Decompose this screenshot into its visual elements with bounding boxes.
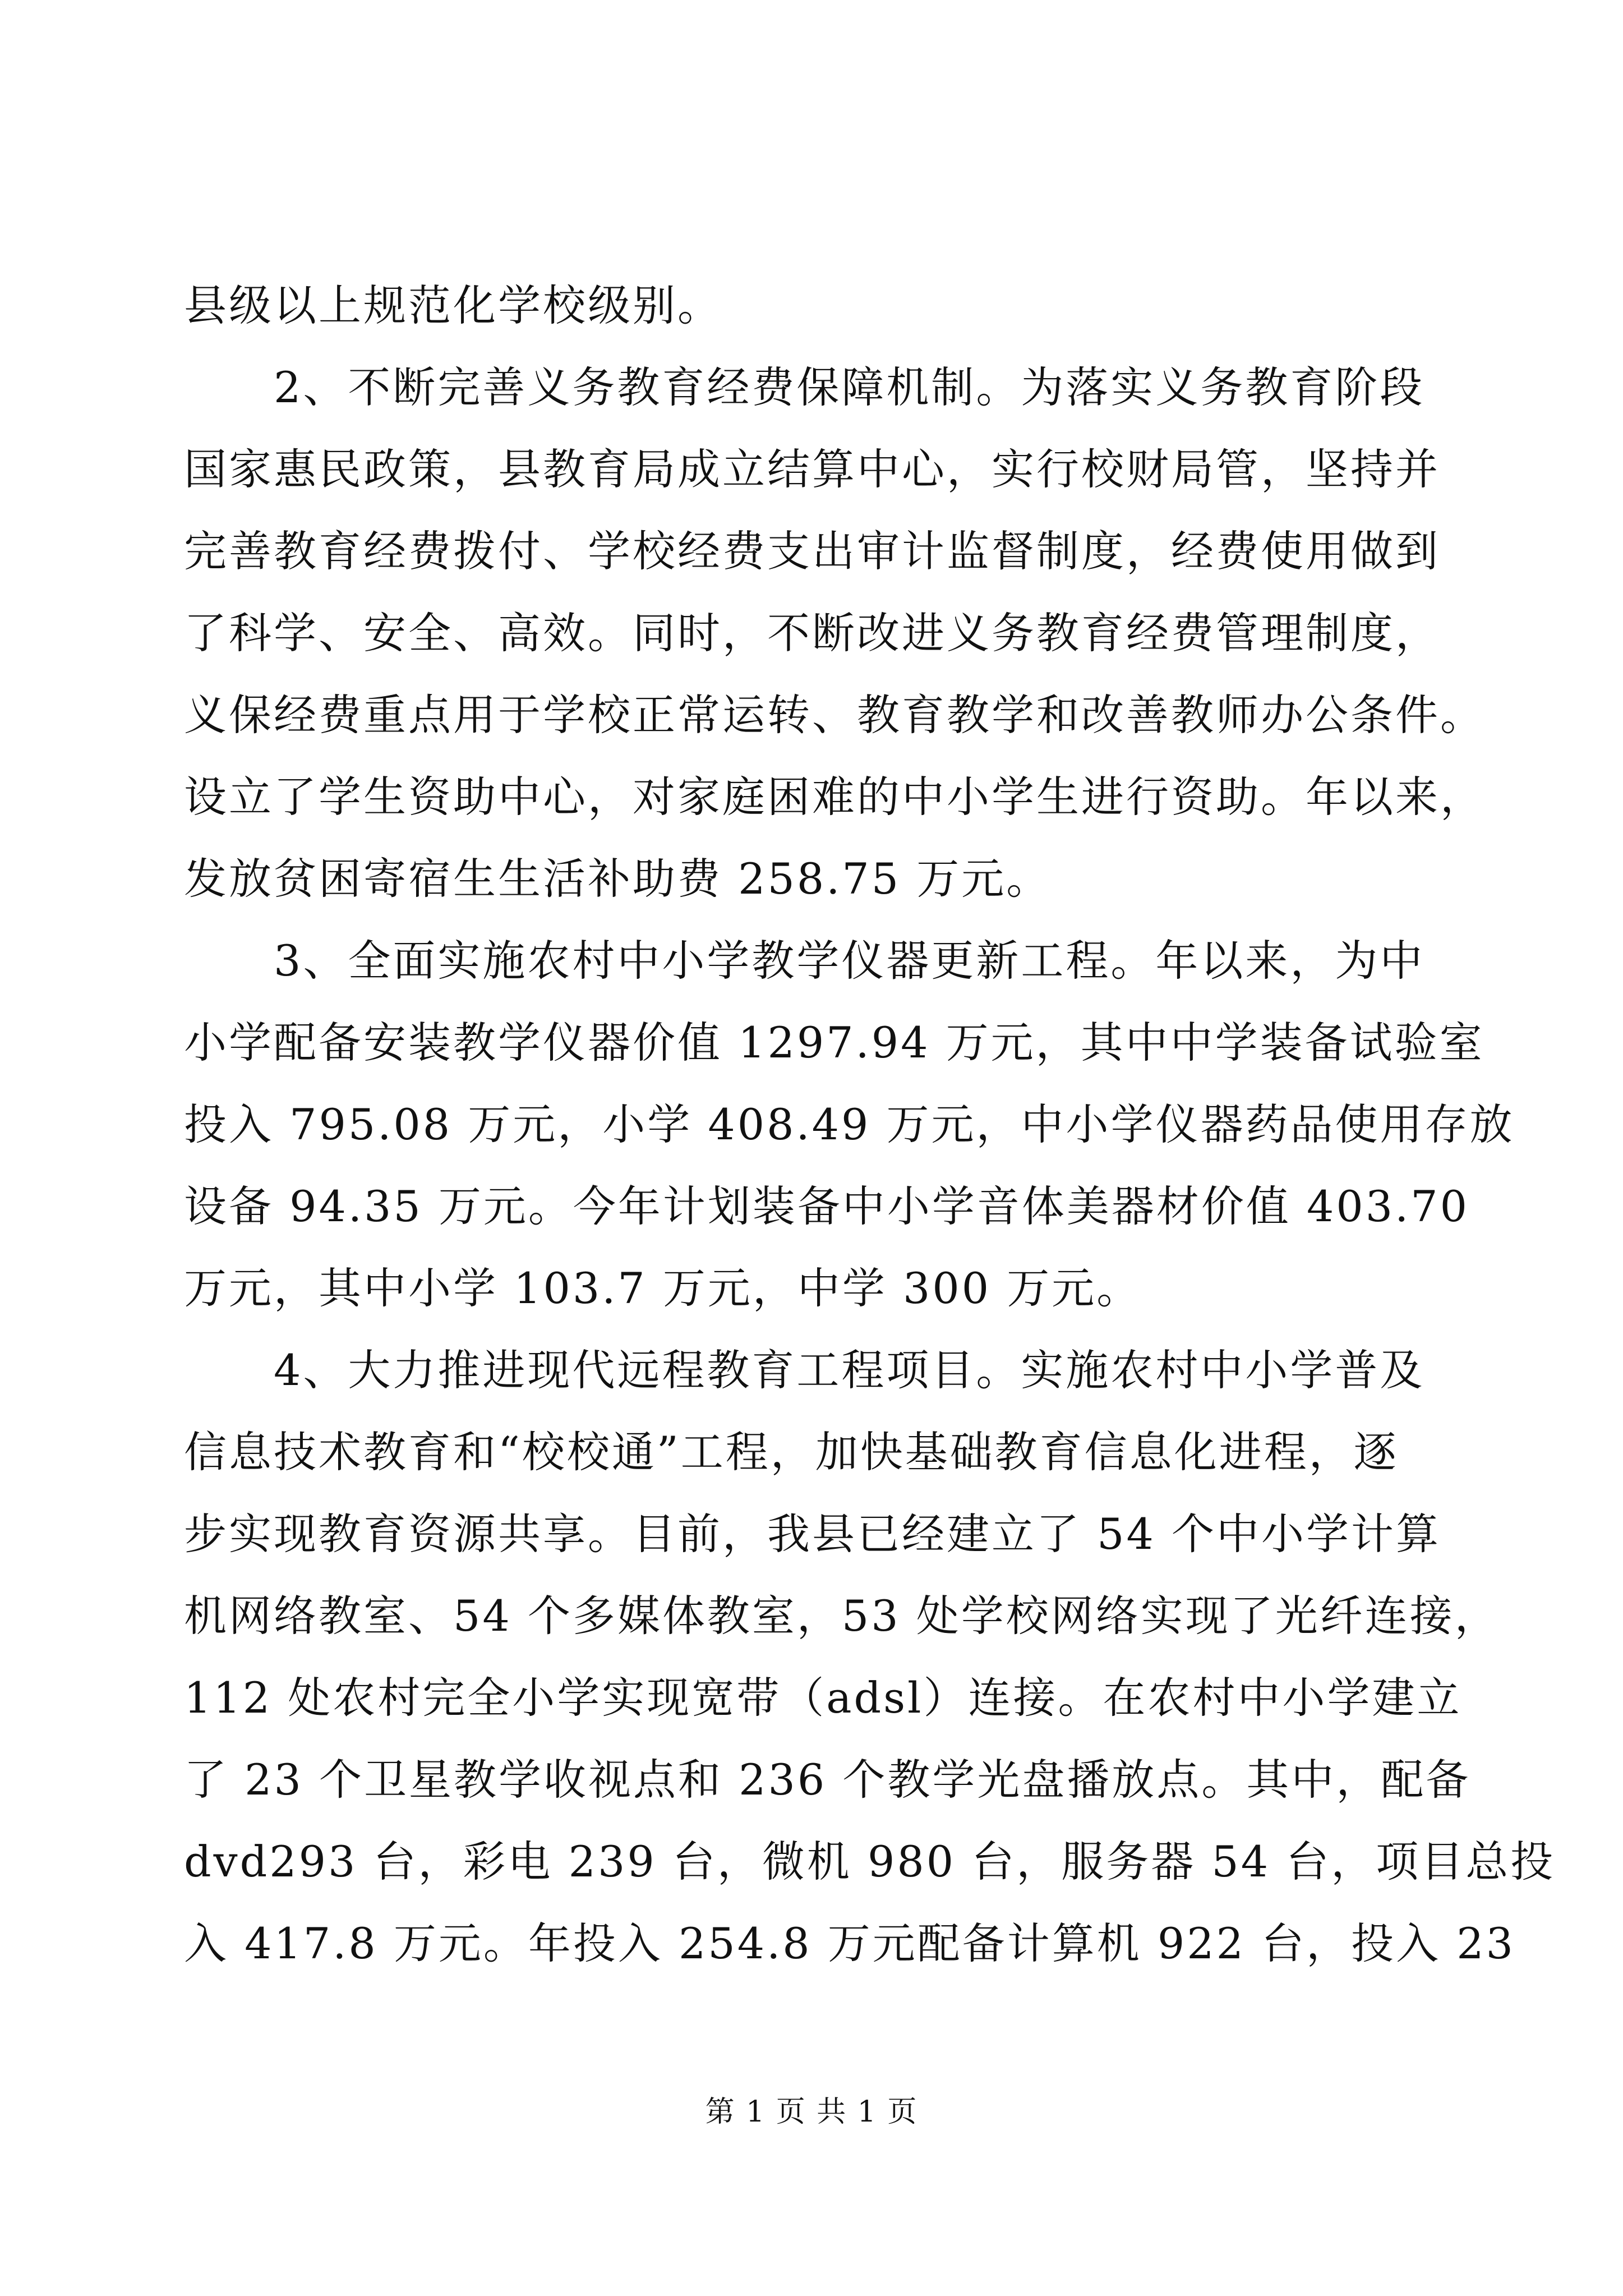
document-body — [184, 265, 1556, 1985]
text-line: 完善教育经费拨付、学校经费支出审计监督制度，经费使用做到 — [184, 526, 1440, 576]
text-line: 入 417.8 万元。年投入 254.8 万元配备计算机 922 台，投入 23 — [184, 1918, 1516, 1968]
text-line: 了科学、安全、高效。同时，不断改进义务教育经费管理制度， — [184, 608, 1440, 658]
text-line: 国家惠民政策，县教育局成立结算中心，实行校财局管，坚持并 — [184, 444, 1440, 494]
text-line: 发放贫困寄宿生生活补助费 258.75 万元。 — [184, 854, 1052, 904]
text-line: 步实现教育资源共享。目前，我县已经建立了 54 个中小学计算 — [184, 1509, 1441, 1559]
text-line: 县级以上规范化学校级别。 — [184, 280, 722, 330]
text-line: 了 23 个卫星教学收视点和 236 个教学光盘播放点。其中，配备 — [184, 1755, 1471, 1805]
text-line: 投入 795.08 万元，小学 408.49 万元，中小学仪器药品使用存放 — [184, 1099, 1515, 1149]
text-line: 设备 94.35 万元。今年计划装备中小学音体美器材价值 403.70 — [184, 1181, 1469, 1231]
paragraph-4-start: 4、大力推进现代远程教育工程项目。实施农村中小学普及 — [274, 1345, 1425, 1395]
text-line: 万元，其中小学 103.7 万元，中学 300 万元。 — [184, 1263, 1142, 1313]
text-line: 信息技术教育和“校校通”工程，加快基础教育信息化进程，逐 — [184, 1427, 1399, 1477]
text-line: 设立了学生资助中心，对家庭困难的中小学生进行资助。年以来， — [184, 772, 1485, 822]
text-line: dvd293 台，彩电 239 台，微机 980 台，服务器 54 台，项目总投 — [184, 1837, 1556, 1887]
text-line: 小学配备安装教学仪器价值 1297.94 万元，其中中学装备试验室 — [184, 1018, 1484, 1068]
paragraph-2-start: 2、不断完善义务教育经费保障机制。为落实义务教育阶段 — [274, 362, 1425, 412]
text-line: 112 处农村完全小学实现宽带（adsl）连接。在农村中小学建立 — [184, 1673, 1462, 1723]
text-line: 机网络教室、54 个多媒体教室，53 处学校网络实现了光纤连接， — [184, 1591, 1500, 1641]
page-footer: 第 1 页 共 1 页 — [705, 2095, 918, 2129]
text-line: 义保经费重点用于学校正常运转、教育教学和改善教师办公条件。 — [184, 690, 1485, 740]
paragraph-3-start: 3、全面实施农村中小学教学仪器更新工程。年以来，为中 — [274, 936, 1425, 986]
